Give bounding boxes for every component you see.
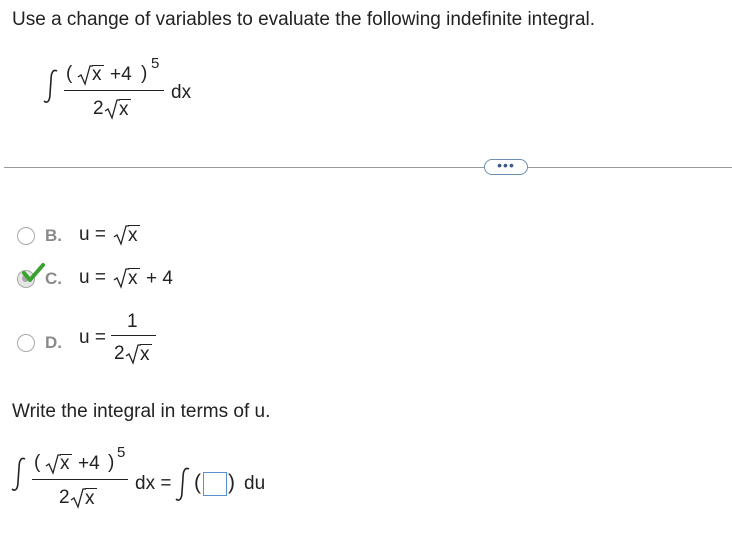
option-d-letter: D.: [45, 333, 62, 352]
numerator-close-paren: ): [141, 63, 148, 84]
answer-open-paren: (: [194, 471, 201, 494]
integral-sign: [174, 466, 194, 502]
numerator-plus-const: +4: [110, 64, 132, 85]
option-b-prefix: u =: [79, 224, 106, 245]
option-b-letter: B.: [45, 226, 62, 245]
option-d-radio[interactable]: [17, 334, 35, 352]
answer-close-paren: ): [228, 471, 235, 494]
expand-more-button[interactable]: •••: [484, 159, 528, 175]
integral-sign: [10, 456, 30, 492]
option-c-prefix: u =: [79, 267, 106, 288]
part2-equals: dx =: [135, 473, 172, 494]
section-divider: [4, 167, 732, 168]
sqrt-symbol: [104, 98, 120, 120]
denominator-root-arg: x: [119, 99, 129, 120]
sqrt-symbol: [70, 487, 86, 509]
part2-denominator-root-arg: x: [85, 488, 95, 509]
part2-open-paren: (: [34, 452, 41, 473]
option-c-root-arg: x: [128, 268, 138, 289]
option-d-fraction-bar: [111, 335, 156, 336]
part2-fraction-bar: [32, 479, 128, 480]
option-d-prefix: u =: [79, 327, 106, 348]
numerator-root-arg: x: [92, 64, 102, 85]
answer-input-box[interactable]: [203, 472, 227, 496]
option-b-root-arg: x: [128, 225, 138, 246]
checkmark-icon: [22, 263, 46, 283]
exponent: 5: [151, 55, 160, 72]
option-b-radio[interactable]: [17, 227, 35, 245]
part2-plus-const: +4: [78, 453, 100, 474]
part2-exponent: 5: [117, 444, 126, 461]
question-instruction: Use a change of variables to evaluate the following indefinite integral.: [12, 9, 596, 30]
option-c-suffix: + 4: [146, 268, 173, 289]
dx-label: dx: [171, 82, 192, 103]
part2-close-paren: ): [108, 452, 115, 473]
integral-sign: [42, 68, 62, 104]
sqrt-symbol: [125, 343, 141, 365]
part2-root-arg: x: [60, 453, 70, 474]
option-c-letter: C.: [45, 269, 62, 288]
sqrt-symbol: [45, 453, 61, 475]
part2-instruction: Write the integral in terms of u.: [12, 401, 271, 422]
numerator-open-paren: (: [66, 63, 73, 84]
option-d-numerator: 1: [127, 311, 138, 332]
denominator-coef: 2: [93, 98, 104, 119]
sqrt-symbol: [77, 64, 93, 86]
fraction-bar: [64, 90, 164, 91]
part2-denominator-coef: 2: [59, 487, 70, 508]
sqrt-symbol: [113, 224, 129, 246]
du-label: du: [244, 473, 266, 494]
sqrt-symbol: [113, 267, 129, 289]
option-d-denominator-coef: 2: [114, 343, 125, 364]
option-d-root-arg: x: [140, 344, 150, 365]
